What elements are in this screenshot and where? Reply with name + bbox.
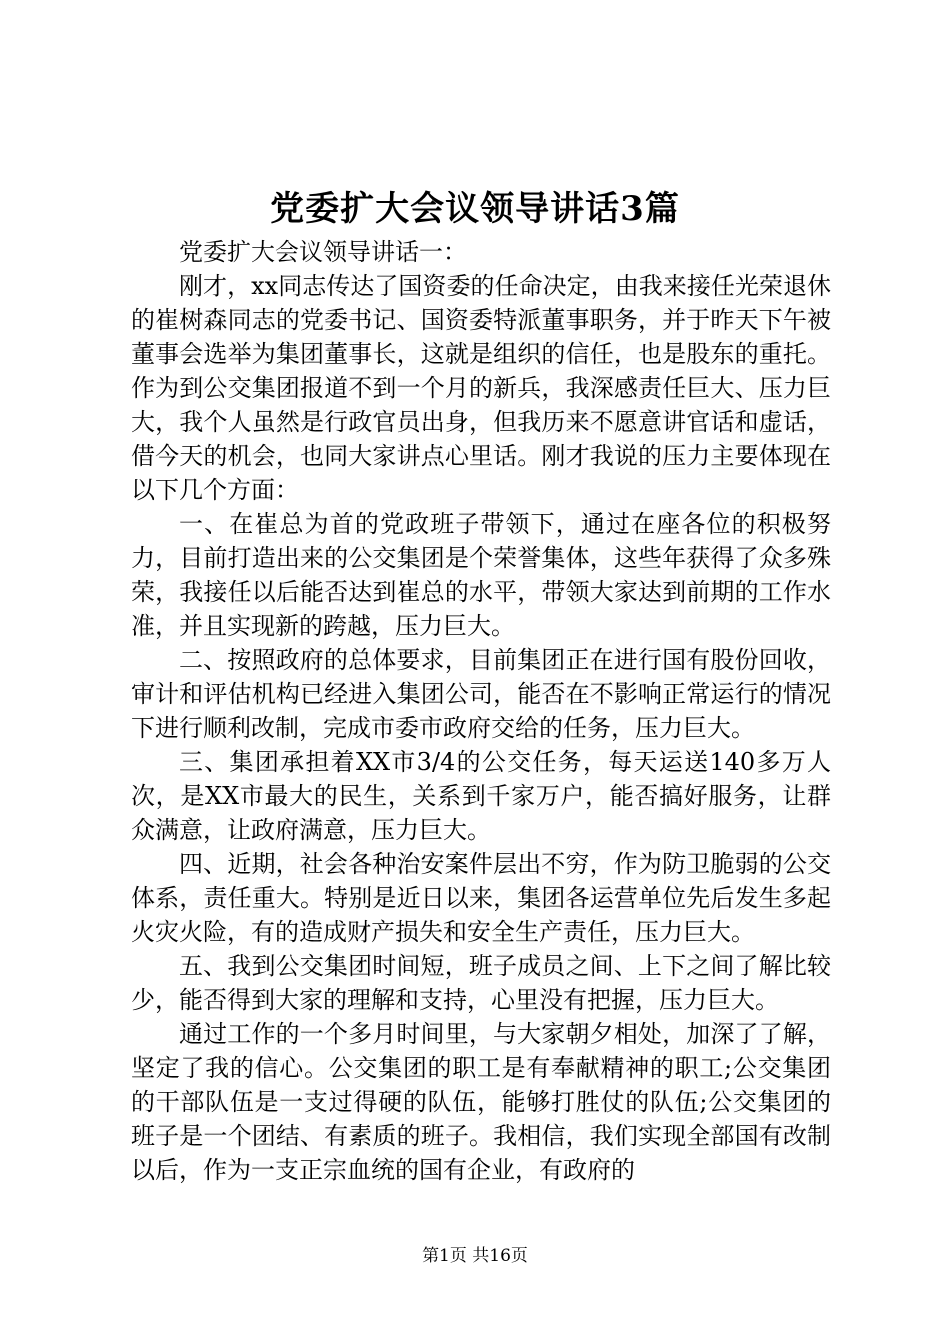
paragraph-opening: 刚才，xx同志传达了国资委的任命决定，由我来接任光荣退休的崔树森同志的党委书记、国资委特派董事职务，并于昨天下午被董事会选举为集团董事长，这就是组织的信任，也是股东的重托。作为到公交集团报道不到一个月的新兵，我深感责任巨大、压力巨大，我个人虽然是行政官员出身，但我历来不愿意讲官话和虚话，借今天的机会，也同大家讲点心里话。刚才我说的压力主要体现在以下几个方面： [131, 272, 831, 504]
paragraph-point-5: 五、我到公交集团时间短，班子成员之间、上下之间了解比较少，能否得到大家的理解和支持，心里没有把握，压力巨大。 [131, 952, 831, 1014]
paragraph-point-2: 二、按照政府的总体要求，目前集团正在进行国有股份回收，审计和评估机构已经进入集团公司，能否在不影响正常运行的情况下进行顺利改制，完成市委市政府交给的任务，压力巨大。 [131, 646, 831, 742]
document-title: 党委扩大会议领导讲话3篇 [270, 189, 680, 229]
paragraph-point-3: 三、集团承担着XX市3/4的公交任务，每天运送140多万人次，是XX市最大的民生，关系到千家万户，能否搞好服务，让群众满意，让政府满意，压力巨大。 [131, 748, 831, 844]
paragraph-conclusion: 通过工作的一个多月时间里，与大家朝夕相处，加深了了解，坚定了我的信心。公交集团的职工是有奉献精神的职工;公交集团的干部队伍是一支过得硬的队伍，能够打胜仗的队伍;公交集团的班子是一个团结、有素质的班子。我相信，我们实现全部国有改制以后，作为一支正宗血统的国有企业，有政府的 [131, 1020, 831, 1184]
paragraph-point-4: 四、近期，社会各种治安案件层出不穷，作为防卫脆弱的公交体系，责任重大。特别是近日以来，集团各运营单位先后发生多起火灾火险，有的造成财产损失和安全生产责任，压力巨大。 [131, 850, 831, 946]
document-body [131, 235, 831, 1187]
page-footer: 第1页 共16页 [422, 1246, 528, 1266]
paragraph-intro: 党委扩大会议领导讲话一： [179, 238, 467, 266]
paragraph-point-1: 一、在崔总为首的党政班子带领下，通过在座各位的积极努力，目前打造出来的公交集团是个荣誉集体，这些年获得了众多殊荣，我接任以后能否达到崔总的水平，带领大家达到前期的工作水准，并且实现新的跨越，压力巨大。 [131, 510, 831, 640]
